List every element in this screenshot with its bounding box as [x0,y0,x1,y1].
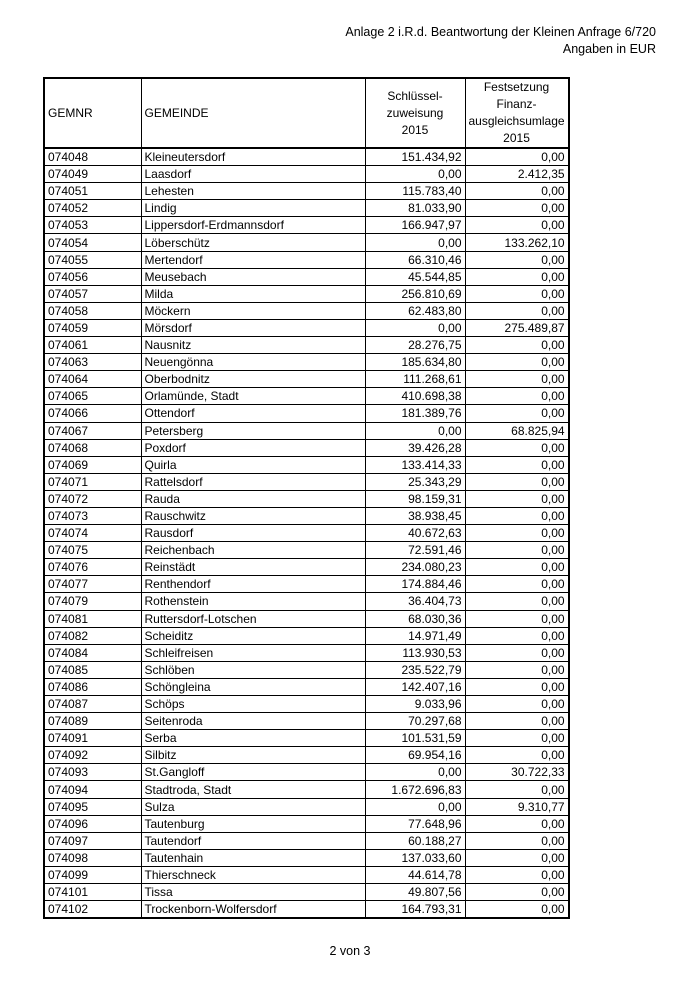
header-title: Anlage 2 i.R.d. Beantwortung der Kleinen Anfrage 6/720 [345,25,656,39]
cell-schluesselzuweisung: 44.614,78 [365,866,465,883]
cell-schluesselzuweisung: 113.930,53 [365,644,465,661]
table-row [44,337,569,354]
cell-gemnr: 074069 [44,456,141,473]
cell-gemnr: 074082 [44,627,141,644]
cell-gemnr: 074081 [44,610,141,627]
cell-gemeinde: Trockenborn-Wolfersdorf [141,901,365,919]
cell-gemnr: 074066 [44,405,141,422]
cell-schluesselzuweisung: 72.591,46 [365,542,465,559]
cell-gemnr: 074095 [44,798,141,815]
cell-gemeinde: Tissa [141,884,365,901]
cell-gemeinde: Renthendorf [141,576,365,593]
cell-schluesselzuweisung: 0,00 [365,422,465,439]
table-row [44,576,569,593]
cell-finanzausgleichsumlage: 0,00 [465,405,569,422]
cell-schluesselzuweisung: 115.783,40 [365,183,465,200]
cell-gemnr: 074051 [44,183,141,200]
table-row [44,439,569,456]
cell-gemeinde: Rothenstein [141,593,365,610]
cell-gemeinde: Poxdorf [141,439,365,456]
cell-gemnr: 074101 [44,884,141,901]
cell-gemeinde: Reinstädt [141,559,365,576]
page-number: 2 von 3 [329,944,371,958]
cell-gemnr: 074063 [44,354,141,371]
cell-gemeinde: Thierschneck [141,866,365,883]
cell-gemeinde: Seitenroda [141,713,365,730]
cell-gemnr: 074084 [44,644,141,661]
cell-schluesselzuweisung: 174.884,46 [365,576,465,593]
cell-gemeinde: Serba [141,730,365,747]
cell-finanzausgleichsumlage: 0,00 [465,713,569,730]
cell-finanzausgleichsumlage: 133.262,10 [465,234,569,251]
cell-schluesselzuweisung: 151.434,92 [365,148,465,166]
cell-gemeinde: Tautenburg [141,815,365,832]
table-row [44,781,569,798]
cell-finanzausgleichsumlage: 0,00 [465,610,569,627]
cell-gemeinde: Nausnitz [141,337,365,354]
cell-schluesselzuweisung: 38.938,45 [365,507,465,524]
table-row [44,473,569,490]
table-row [44,507,569,524]
cell-finanzausgleichsumlage: 0,00 [465,473,569,490]
cell-gemnr: 074096 [44,815,141,832]
cell-gemeinde: Mertendorf [141,251,365,268]
cell-gemeinde: Tautendorf [141,832,365,849]
column-header-schluesselzuweisung [365,78,465,148]
header-line: Schlüssel- [387,88,443,103]
cell-finanzausgleichsumlage: 0,00 [465,884,569,901]
cell-schluesselzuweisung: 45.544,85 [365,268,465,285]
cell-schluesselzuweisung: 69.954,16 [365,747,465,764]
cell-gemeinde: Schleifreisen [141,644,365,661]
table-row [44,319,569,336]
cell-schluesselzuweisung: 98.159,31 [365,490,465,507]
column-header-gemeinde: GEMEINDE [141,78,365,148]
cell-finanzausgleichsumlage: 0,00 [465,866,569,883]
cell-gemeinde: Lehesten [141,183,365,200]
cell-finanzausgleichsumlage: 0,00 [465,371,569,388]
cell-gemeinde: Milda [141,285,365,302]
cell-gemeinde: Rausdorf [141,525,365,542]
cell-gemeinde: Rauschwitz [141,507,365,524]
page-header [345,24,656,58]
table-row [44,798,569,815]
cell-schluesselzuweisung: 40.672,63 [365,525,465,542]
cell-gemeinde: Schöps [141,696,365,713]
cell-finanzausgleichsumlage: 0,00 [465,302,569,319]
cell-finanzausgleichsumlage: 0,00 [465,730,569,747]
cell-gemnr: 074091 [44,730,141,747]
cell-schluesselzuweisung: 39.426,28 [365,439,465,456]
cell-gemeinde: Möckern [141,302,365,319]
cell-finanzausgleichsumlage: 0,00 [465,661,569,678]
cell-schluesselzuweisung: 137.033,60 [365,849,465,866]
cell-gemnr: 074085 [44,661,141,678]
cell-finanzausgleichsumlage: 0,00 [465,593,569,610]
header-line: Festsetzung [483,80,550,94]
cell-schluesselzuweisung: 0,00 [365,166,465,183]
cell-schluesselzuweisung: 49.807,56 [365,884,465,901]
table-row [44,661,569,678]
cell-gemeinde: St.Gangloff [141,764,365,781]
cell-finanzausgleichsumlage: 0,00 [465,251,569,268]
cell-gemnr: 074093 [44,764,141,781]
cell-gemnr: 074048 [44,148,141,166]
cell-finanzausgleichsumlage: 0,00 [465,644,569,661]
cell-schluesselzuweisung: 66.310,46 [365,251,465,268]
table-row [44,405,569,422]
cell-gemnr: 074055 [44,251,141,268]
cell-schluesselzuweisung: 185.634,80 [365,354,465,371]
cell-schluesselzuweisung: 70.297,68 [365,713,465,730]
cell-gemnr: 074054 [44,234,141,251]
table-row [44,815,569,832]
cell-finanzausgleichsumlage: 0,00 [465,354,569,371]
cell-gemnr: 074075 [44,542,141,559]
cell-gemnr: 074094 [44,781,141,798]
cell-finanzausgleichsumlage: 0,00 [465,268,569,285]
cell-schluesselzuweisung: 36.404,73 [365,593,465,610]
cell-gemeinde: Sulza [141,798,365,815]
table-row [44,678,569,695]
cell-finanzausgleichsumlage: 30.722,33 [465,764,569,781]
cell-gemnr: 074079 [44,593,141,610]
cell-finanzausgleichsumlage: 275.489,87 [465,319,569,336]
cell-schluesselzuweisung: 181.389,76 [365,405,465,422]
cell-gemeinde: Quirla [141,456,365,473]
cell-schluesselzuweisung: 1.672.696,83 [365,781,465,798]
cell-finanzausgleichsumlage: 0,00 [465,542,569,559]
cell-finanzausgleichsumlage: 9.310,77 [465,798,569,815]
cell-gemeinde: Neuengönna [141,354,365,371]
cell-gemeinde: Schlöben [141,661,365,678]
cell-gemnr: 074067 [44,422,141,439]
cell-finanzausgleichsumlage: 0,00 [465,337,569,354]
cell-schluesselzuweisung: 77.648,96 [365,815,465,832]
cell-gemnr: 074099 [44,866,141,883]
cell-schluesselzuweisung: 60.188,27 [365,832,465,849]
cell-schluesselzuweisung: 81.033,90 [365,200,465,217]
table-row [44,542,569,559]
cell-schluesselzuweisung: 142.407,16 [365,678,465,695]
table-row [44,302,569,319]
cell-finanzausgleichsumlage: 0,00 [465,148,569,166]
cell-finanzausgleichsumlage: 0,00 [465,217,569,234]
cell-gemnr: 074057 [44,285,141,302]
cell-schluesselzuweisung: 9.033,96 [365,696,465,713]
table-row [44,696,569,713]
cell-finanzausgleichsumlage: 0,00 [465,627,569,644]
table-row [44,559,569,576]
cell-gemeinde: Ruttersdorf-Lotschen [141,610,365,627]
table-row [44,525,569,542]
cell-schluesselzuweisung: 14.971,49 [365,627,465,644]
cell-gemnr: 074071 [44,473,141,490]
table-row [44,849,569,866]
table-row [44,901,569,919]
table-row [44,268,569,285]
cell-schluesselzuweisung: 28.276,75 [365,337,465,354]
cell-gemnr: 074072 [44,490,141,507]
cell-gemnr: 074098 [44,849,141,866]
cell-schluesselzuweisung: 25.343,29 [365,473,465,490]
table-row [44,764,569,781]
cell-finanzausgleichsumlage: 0,00 [465,490,569,507]
cell-gemeinde: Ottendorf [141,405,365,422]
cell-gemnr: 074074 [44,525,141,542]
cell-finanzausgleichsumlage: 0,00 [465,815,569,832]
allocation-table [43,77,570,919]
cell-gemnr: 074064 [44,371,141,388]
cell-gemeinde: Orlamünde, Stadt [141,388,365,405]
cell-gemeinde: Tautenhain [141,849,365,866]
cell-gemeinde: Oberbodnitz [141,371,365,388]
header-line: zuweisung [386,105,444,120]
table-row [44,490,569,507]
cell-gemeinde: Scheiditz [141,627,365,644]
cell-finanzausgleichsumlage: 68.825,94 [465,422,569,439]
cell-schluesselzuweisung: 235.522,79 [365,661,465,678]
cell-finanzausgleichsumlage: 0,00 [465,525,569,542]
cell-schluesselzuweisung: 111.268,61 [365,371,465,388]
table-row [44,285,569,302]
table-row [44,747,569,764]
table-row [44,627,569,644]
cell-gemnr: 074052 [44,200,141,217]
table-row [44,832,569,849]
cell-gemeinde: Kleineutersdorf [141,148,365,166]
table-row [44,422,569,439]
cell-gemeinde: Mörsdorf [141,319,365,336]
cell-gemnr: 074056 [44,268,141,285]
cell-schluesselzuweisung: 166.947,97 [365,217,465,234]
cell-schluesselzuweisung: 133.414,33 [365,456,465,473]
cell-schluesselzuweisung: 234.080,23 [365,559,465,576]
table-row [44,884,569,901]
cell-finanzausgleichsumlage: 2.412,35 [465,166,569,183]
table-row [44,713,569,730]
header-line: 2015 [401,122,429,137]
table-row [44,234,569,251]
table-row [44,610,569,627]
cell-gemeinde: Silbitz [141,747,365,764]
cell-gemeinde: Stadtroda, Stadt [141,781,365,798]
cell-finanzausgleichsumlage: 0,00 [465,439,569,456]
cell-gemnr: 074073 [44,507,141,524]
header-line: Finanz- [496,97,537,111]
cell-gemnr: 074061 [44,337,141,354]
cell-gemnr: 074053 [44,217,141,234]
cell-gemnr: 074097 [44,832,141,849]
table-row [44,730,569,747]
cell-schluesselzuweisung: 62.483,80 [365,302,465,319]
cell-gemnr: 074077 [44,576,141,593]
cell-finanzausgleichsumlage: 0,00 [465,200,569,217]
cell-gemeinde: Lippersdorf-Erdmannsdorf [141,217,365,234]
cell-schluesselzuweisung: 68.030,36 [365,610,465,627]
cell-gemnr: 074086 [44,678,141,695]
table-row [44,456,569,473]
cell-finanzausgleichsumlage: 0,00 [465,559,569,576]
cell-gemnr: 074058 [44,302,141,319]
cell-finanzausgleichsumlage: 0,00 [465,456,569,473]
cell-gemnr: 074087 [44,696,141,713]
cell-gemnr: 074092 [44,747,141,764]
cell-finanzausgleichsumlage: 0,00 [465,678,569,695]
header-line: 2015 [503,131,530,145]
table-row [44,866,569,883]
cell-schluesselzuweisung: 410.698,38 [365,388,465,405]
cell-gemeinde: Lindig [141,200,365,217]
table-header [44,78,569,148]
cell-finanzausgleichsumlage: 0,00 [465,901,569,919]
cell-gemeinde: Meusebach [141,268,365,285]
cell-gemeinde: Schöngleina [141,678,365,695]
table-row [44,148,569,166]
table-row [44,166,569,183]
cell-finanzausgleichsumlage: 0,00 [465,576,569,593]
cell-gemnr: 074068 [44,439,141,456]
cell-finanzausgleichsumlage: 0,00 [465,696,569,713]
table-row [44,251,569,268]
cell-gemnr: 074049 [44,166,141,183]
table-row [44,644,569,661]
header-line: ausgleichsumlage [468,114,565,128]
cell-gemeinde: Laasdorf [141,166,365,183]
cell-finanzausgleichsumlage: 0,00 [465,183,569,200]
table-row [44,217,569,234]
cell-schluesselzuweisung: 256.810,69 [365,285,465,302]
cell-gemnr: 074089 [44,713,141,730]
cell-finanzausgleichsumlage: 0,00 [465,781,569,798]
column-header-finanzausgleichsumlage [465,78,569,148]
table-row [44,388,569,405]
cell-schluesselzuweisung: 164.793,31 [365,901,465,919]
cell-finanzausgleichsumlage: 0,00 [465,832,569,849]
cell-schluesselzuweisung: 101.531,59 [365,730,465,747]
cell-gemnr: 074076 [44,559,141,576]
table-row [44,200,569,217]
cell-finanzausgleichsumlage: 0,00 [465,849,569,866]
cell-schluesselzuweisung: 0,00 [365,764,465,781]
column-header-gemnr: GEMNR [44,78,141,148]
cell-gemeinde: Rattelsdorf [141,473,365,490]
cell-finanzausgleichsumlage: 0,00 [465,507,569,524]
cell-schluesselzuweisung: 0,00 [365,234,465,251]
table-row [44,183,569,200]
cell-gemeinde: Reichenbach [141,542,365,559]
cell-gemnr: 074102 [44,901,141,919]
cell-schluesselzuweisung: 0,00 [365,319,465,336]
table-row [44,593,569,610]
table-row [44,354,569,371]
cell-gemeinde: Rauda [141,490,365,507]
header-unit: Angaben in EUR [562,42,656,56]
cell-finanzausgleichsumlage: 0,00 [465,747,569,764]
table-row [44,371,569,388]
cell-finanzausgleichsumlage: 0,00 [465,388,569,405]
cell-gemeinde: Petersberg [141,422,365,439]
cell-gemnr: 074059 [44,319,141,336]
cell-finanzausgleichsumlage: 0,00 [465,285,569,302]
cell-gemeinde: Löberschütz [141,234,365,251]
table-body [44,148,569,918]
cell-schluesselzuweisung: 0,00 [365,798,465,815]
cell-gemnr: 074065 [44,388,141,405]
